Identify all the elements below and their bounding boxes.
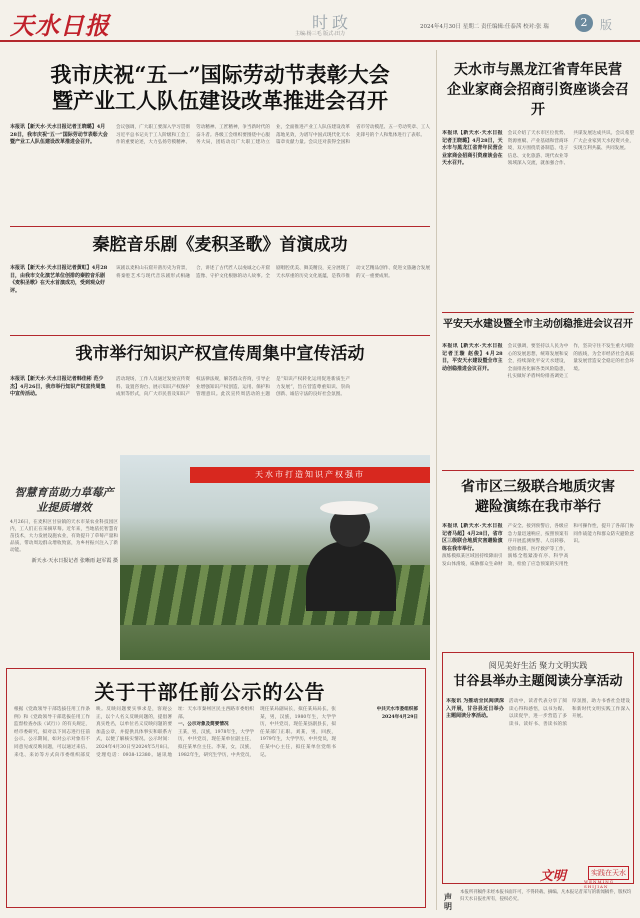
notice-content: [14, 706, 418, 902]
article-ip-week-title: 我市举行知识产权宣传周集中宣传活动: [75, 344, 365, 364]
article-heilongjiang-title-2: 企业家商会招商引资座谈会召开: [447, 82, 629, 118]
article-disaster-drill-title-1: 省市区三级联合地质灾害: [461, 479, 615, 495]
article-safe-tianshui: [442, 312, 634, 442]
article-heilongjiang-byline: 本报讯【新天水·天水日报记者王晓璐】4月28日，天水市与黑龙江省青年民营企业家商会招商引资座谈会在天水召开。: [442, 130, 503, 167]
notice-footer-org: 中共天水市委组织部: [376, 707, 418, 712]
article-reading-body: 活动中，读者代表分享了阅读心得和感悟，以书为媒、以读促学，进一步营造了多读书、读好书、善读书的浓厚氛围，助力书香社会建设和新时代文明实践工作深入开展。: [509, 699, 630, 727]
page-number-badge: 2: [575, 14, 593, 32]
worker-figure: [306, 541, 396, 611]
article-disaster-drill-byline: 本报讯【新天水·天水日报记者马超】4月28日，省市区三级联合地质灾害避险演练在我市举行。: [442, 523, 503, 552]
photo-caption-signature: 新天水·天水日报记者 张晰雨 赵军霞 摄: [31, 558, 118, 564]
statement-label: 声明: [444, 892, 452, 911]
article-opera-byline: 本报讯【新天水·天水日报记者黄虹】4月28日，由我市文化演艺单位创排的秦腔音乐剧《麦积圣歌》在天水首演成功，受到观众好评。: [10, 265, 108, 294]
article-reading-title: 甘谷县举办主题阅读分享活动: [453, 674, 623, 689]
column-separator: [436, 50, 437, 910]
article-opera: [10, 226, 430, 336]
notice-body: 根据《党政领导干部选拔任用工作条例》和《党政领导干部选拔任用工作监督检查办法（试行）》的有关规定，经市委研究，拟对以下同志进行任前公示。公示期间，如对公示对象有不同意见或反映问题，可以通过来信、来电、来访等方式向市委组织部反映。反映问题要实事求是，客观公正，以个人名义反映问题的，提倡署真实姓名，以单位名义反映问题的要加盖公章，并提供具体事实和联系方式，以便了解核实情况。公示时间：2024年4月30日至2024年5月8日。受理电话：0938-12380。通讯地址：天水市秦州区民主西路市委组织部。: [14, 707, 254, 758]
article-heilongjiang: [442, 60, 634, 290]
article-disaster-drill-body: 演练模拟某区域因持续降雨引发山体滑坡，威胁群众生命财产安全。接到预警后，各级应急力量迅速响应，按照预案有序开展监测预警、人员转移、抢险救援、医疗救护等工作，演练全程紧凑有序、科学高效，检验了应急预案的实用性和可操作性，提升了各部门协同作战能力和群众防灾避险意识。: [442, 524, 634, 567]
newspaper-logo: 天水日报: [10, 11, 110, 40]
article-ip-week-body: 活动现场，工作人员通过发放宣传资料、设置咨询台、展示知识产权保护成果等形式，向广大市民普及知识产权法律法规，解答群众咨询，引导企业增强知识产权创造、运用、保护和管理意识。此次宣传周活动的主题是“知识产权转化运用促进新质生产力发展”，旨在营造尊重知识、崇尚创新、诚信守法的良好社会氛围。: [116, 377, 350, 398]
article-ip-week-byline: 本报讯【新天水·天水日报记者韩佳彬 范少杰】4月26日，我市举行知识产权宣传周集中宣传活动。: [10, 376, 106, 398]
wenming-logo: 文明: [540, 869, 567, 884]
article-safe-tianshui-title: 平安天水建设暨全市主动创稳推进会议召开: [443, 319, 633, 330]
article-opera-body: 该剧以麦积山石窟开凿历史为背景，将秦腔艺术与现代音乐剧形式相融合，讲述了古代匠人以虔诚之心开窟造像、守护文化根脉的动人故事。全剧唱腔优美、舞美精良，充分展现了天水厚重的历史文化底蕴，是我市推动文艺精品创作、促进文旅融合发展的又一重要成果。: [116, 266, 430, 279]
notice-footer-date: 2024年4月29日: [381, 714, 418, 720]
notice-title: 关于干部任前公示的公告: [94, 680, 326, 704]
masthead-info: 2024年4月30日 星期二 责任编辑:任泰茜 校对:张 瑞: [420, 24, 549, 30]
article-reading-kicker: 阅见美好生活 聚力文明实践: [488, 661, 588, 670]
notice-items: 王某，男，汉族，1978年生，大学学历，中共党员，现任某单位副主任，拟任某单位主任。李某，女，汉族，1982年生，研究生学历，中共党员，现任某局副局长，拟任某局局长。张某，男，汉族，1980年生，大学学历，中共党员，现任某县副县长，拟任某部门正职。刘某，男，回族，1979年生，大学学历，中共党员，现任某中心主任，拟任某单位党组书记。: [178, 707, 337, 758]
article-opera-title: 秦腔音乐剧《麦积圣歌》首演成功: [92, 235, 348, 255]
page-suffix: 版: [600, 18, 613, 32]
statement-text: 本报所刊稿件未经本报书面许可，不得转载、摘编。凡本报记者采写的新闻稿件，版权均归天水日报社所有，侵权必究。: [460, 890, 632, 902]
section-title: 时政: [312, 13, 353, 32]
wenming-subtitle-en: WENMING SHIJIAN: [584, 879, 614, 889]
worker-hat: [320, 501, 378, 515]
masthead-tagline: 主编:杨三毛 版式:田力: [295, 31, 345, 37]
article-labor-day-body: 会议强调，广大职工要深入学习贯彻习近平总书记关于工人阶级和工会工作的重要论述，大力弘扬劳模精神、劳动精神、工匠精神，争当新时代的奋斗者。各级工会组织要围绕中心服务大局，团结动员广大职工建功立业，全面推进产业工人队伍建设改革落地见效，为谱写中国式现代化天水篇章贡献力量。会议还对获得全国和省市劳动模范、五一劳动奖章、工人先锋号的个人和集体进行了表彰。: [116, 125, 430, 146]
article-disaster-drill: [442, 470, 634, 645]
article-safe-tianshui-body: 会议强调，要坚持以人民为中心的发展思想，统筹发展和安全，持续深化平安天水建设，全面排查化解各类风险隐患，扎实做好矛盾纠纷排查调处工作，坚决守住不发生重大风险的底线，为全市经济社会高质量发展营造安全稳定的社会环境。: [507, 344, 634, 380]
article-heilongjiang-title-1: 天水市与黑龙江省青年民营: [454, 62, 622, 78]
photo-caption-text: 4月26日，在麦积区甘泉镇的天水市某农业科技园区内，工人们正在采摘草莓。近年来，当地依托智慧育苗技术，大力发展设施农业，有效提升了草莓产量和品质，带动周边群众增收致富，为乡村振兴注入了新动能。: [10, 520, 118, 553]
photo-caption: [10, 485, 118, 635]
article-safe-tianshui-byline: 本报讯【新天水·天水日报记者王璇 赵俊】4月28日，平安天水建设暨全市主动创稳推进会议召开。: [442, 343, 503, 372]
wenming-subtitle: 实践在天水: [588, 866, 629, 880]
photo-caption-title: 智慧育苗助力草莓产业提质增效: [14, 486, 114, 514]
article-labor-day-byline: 本报讯【新天水·天水日报记者王晓璐】4月28日，我市庆祝“五一”国际劳动节表彰大会暨产业工人队伍建设改革推进会召开。: [10, 124, 108, 146]
article-heilongjiang-body: 会议介绍了天水市区位优势、资源禀赋、产业基础和营商环境，双方围绕装备制造、电子信息、文化旅游、现代农业等领域深入交流，就加强合作、共谋发展达成共识。会议希望广大企业家到天水投资兴业，实现互利共赢、共同发展。: [507, 131, 634, 167]
article-labor-day: [10, 62, 430, 172]
photo-banner: 天水市打造知识产权强市: [190, 467, 430, 483]
article-reading-byline: 本报讯 为推动全民阅读深入开展，甘谷县近日举办主题阅读分享活动。: [446, 698, 504, 720]
article-reading: [446, 660, 630, 860]
masthead: [0, 0, 640, 42]
article-ip-week: [10, 335, 430, 445]
notice-list-heading: 一、公示对象及简要情况: [178, 722, 229, 728]
strawberry-photo: [120, 455, 430, 660]
article-labor-day-title-2: 暨产业工人队伍建设改革推进会召开: [52, 88, 388, 113]
article-labor-day-title-1: 我市庆祝“五一”国际劳动节表彰大会: [50, 62, 390, 87]
article-disaster-drill-title-2: 避险演练在我市举行: [475, 499, 601, 515]
